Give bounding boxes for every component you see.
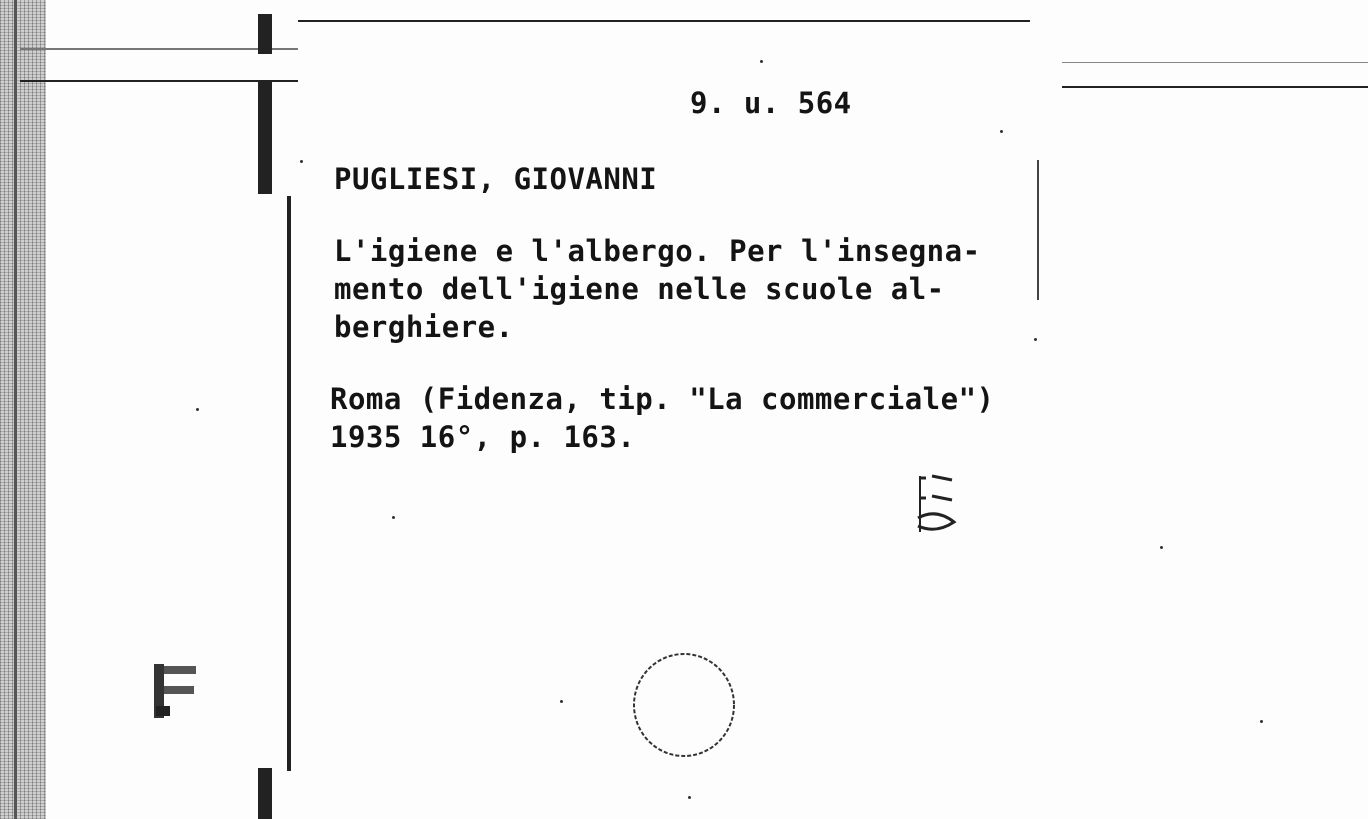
top-rule-center <box>298 20 1030 22</box>
speck <box>760 60 763 63</box>
scanned-card-edge <box>0 0 46 819</box>
speck <box>560 700 563 703</box>
title-line-2: mento dell'igiene nelle scuole al- <box>334 272 945 306</box>
top-rule-right-upper <box>1062 62 1368 63</box>
title-line-1: L'igiene e l'albergo. Per l'insegna- <box>334 234 981 268</box>
library-stamp-fragment <box>152 662 200 720</box>
top-rule-left <box>20 48 298 50</box>
speck <box>1000 130 1003 133</box>
speck <box>688 796 691 799</box>
speck <box>196 408 199 411</box>
speck <box>1034 338 1037 341</box>
punch-hole-circle <box>632 652 736 758</box>
top-rule-right <box>1062 86 1368 88</box>
card-right-border <box>1037 160 1039 300</box>
speck <box>1160 546 1163 549</box>
imprint-line-2: 1935 16°, p. 163. <box>330 420 636 454</box>
imprint-line-1: Roma (Fidenza, tip. "La commerciale") <box>330 382 995 416</box>
binder-post-top <box>258 14 272 54</box>
speck <box>300 160 303 163</box>
binder-post-bottom <box>258 768 272 819</box>
author-heading: PUGLIESI, GIOVANNI <box>334 162 658 196</box>
binder-post-middle <box>258 82 272 194</box>
speck <box>392 516 395 519</box>
card-left-border <box>287 196 291 771</box>
shelfmark: 9. u. 564 <box>690 86 852 120</box>
title-line-3: berghiere. <box>334 310 514 344</box>
handwritten-mark <box>912 472 962 536</box>
speck <box>1260 720 1263 723</box>
top-rule-left-lower <box>20 80 298 82</box>
